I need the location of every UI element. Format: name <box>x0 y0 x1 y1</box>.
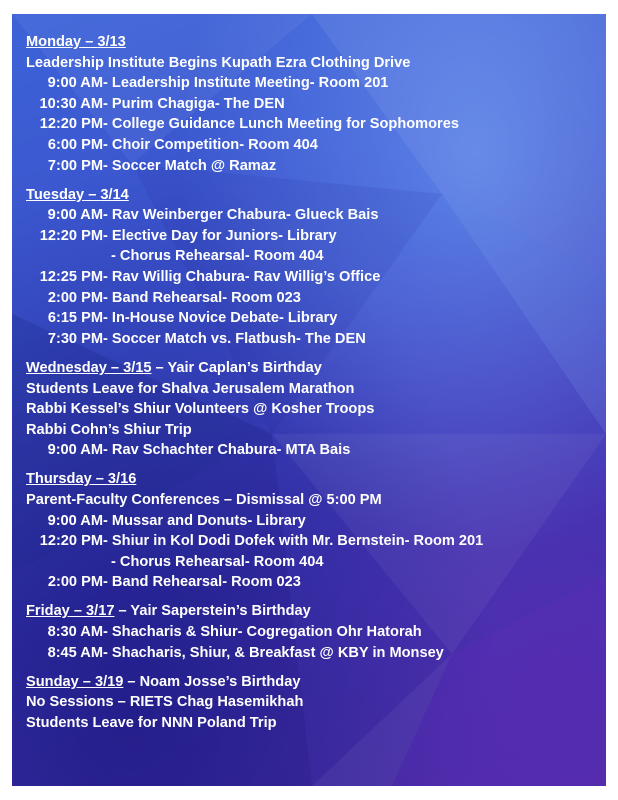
event-description: - Shiur in Kol Dodi Dofek with Mr. Bernstein- Room 201 <box>103 533 484 550</box>
day-title <box>26 471 136 487</box>
event-description: - In-House Novice Debate- Library <box>103 310 338 327</box>
day-announcement: Parent-Faculty Conferences – Dismissal @ 5:00 PM <box>26 491 382 508</box>
day-announcement: Leadership Institute Begins Kupath Ezra Clothing Drive <box>26 54 411 71</box>
day-section-tuesday <box>26 185 596 350</box>
event-row <box>26 440 596 461</box>
day-section-thursday <box>26 469 596 593</box>
event-description: - Chorus Rehearsal- Room 404 <box>111 248 324 265</box>
event-time: 7:30 PM <box>47 330 103 347</box>
day-title <box>26 674 123 690</box>
event-time: 9:00 AM <box>47 207 103 224</box>
event-description: - Band Rehearsal- Room 023 <box>103 289 301 306</box>
event-row <box>26 622 596 643</box>
event-time: 12:25 PM <box>39 269 103 286</box>
day-title <box>26 34 126 50</box>
event-description: - Rav Willig Chabura- Rav Willig’s Office <box>103 269 381 286</box>
event-description: - Elective Day for Juniors- Library <box>103 227 337 244</box>
event-time: 7:00 PM <box>47 157 103 174</box>
day-announcement: Students Leave for Shalva Jerusalem Marathon <box>26 380 355 397</box>
day-section-monday <box>26 32 596 176</box>
day-title <box>26 360 151 376</box>
day-section-sunday <box>26 672 596 734</box>
event-row <box>26 572 596 593</box>
event-row <box>26 308 596 329</box>
event-description: - Purim Chagiga- The DEN <box>103 95 285 112</box>
day-section-friday <box>26 601 596 663</box>
event-row <box>26 135 596 156</box>
event-time: 2:00 PM <box>47 289 103 306</box>
event-time: 9:00 AM <box>47 75 103 92</box>
event-description: - Soccer Match vs. Flatbush- The DEN <box>103 330 366 347</box>
day-name-text: Friday <box>26 603 70 620</box>
day-name-text: Wednesday <box>26 359 107 376</box>
day-separator: – <box>81 34 98 50</box>
schedule-poster <box>12 14 606 786</box>
event-time: 10:30 AM <box>39 95 103 112</box>
event-time: 9:00 AM <box>47 442 103 459</box>
event-row <box>26 531 596 552</box>
day-header <box>26 185 596 206</box>
event-row <box>26 267 596 288</box>
event-description: - Chorus Rehearsal- Room 404 <box>111 553 324 570</box>
event-time: 12:20 PM <box>39 116 103 133</box>
schedule-list <box>26 32 596 742</box>
event-description: - Rav Weinberger Chabura- Glueck Bais <box>103 207 379 224</box>
event-description: - Leadership Institute Meeting- Room 201 <box>103 75 389 92</box>
event-description: - Shacharis & Shiur- Cogregation Ohr Hatorah <box>103 624 422 641</box>
event-row <box>26 94 596 115</box>
event-time: 6:15 PM <box>47 310 103 327</box>
day-announcement: Students Leave for NNN Poland Trip <box>26 714 277 731</box>
day-title <box>26 603 114 619</box>
event-time: 8:45 AM <box>47 644 103 661</box>
day-separator: – <box>84 186 101 203</box>
event-description: - Mussar and Donuts- Library <box>103 512 306 529</box>
day-separator: – <box>106 359 124 376</box>
day-header <box>26 358 596 379</box>
event-row <box>26 643 596 664</box>
day-header <box>26 601 596 622</box>
event-description: - Rav Schachter Chabura- MTA Bais <box>103 442 351 459</box>
day-note: – Yair Saperstein’s Birthday <box>114 603 311 620</box>
event-time: 6:00 PM <box>47 136 103 153</box>
event-time: 2:00 PM <box>47 574 103 591</box>
day-separator: – <box>78 673 95 690</box>
event-time: 8:30 AM <box>47 624 103 641</box>
event-row <box>26 552 596 573</box>
event-description: - College Guidance Lunch Meeting for Sophomores <box>103 116 459 133</box>
day-note: – Noam Josse’s Birthday <box>123 673 301 690</box>
day-date: 3/17 <box>86 603 115 620</box>
event-row <box>26 205 596 226</box>
event-row <box>26 73 596 94</box>
day-date: 3/19 <box>94 673 124 690</box>
day-announcement: No Sessions – RIETS Chag Hasemikhah <box>26 694 304 711</box>
day-date: 3/15 <box>123 359 152 376</box>
day-header <box>26 32 596 53</box>
day-name-text: Monday <box>26 34 82 50</box>
day-header <box>26 469 596 490</box>
event-description: - Soccer Match @ Ramaz <box>103 157 277 174</box>
day-name-text: Sunday <box>26 673 79 690</box>
event-time: 12:20 PM <box>39 227 103 244</box>
event-row <box>26 288 596 309</box>
day-date: 3/13 <box>97 34 126 50</box>
day-section-wednesday <box>26 358 596 461</box>
event-description: - Shacharis, Shiur, & Breakfast @ KBY in Monsey <box>103 644 444 661</box>
event-description: - Band Rehearsal- Room 023 <box>103 574 301 591</box>
day-separator: – <box>91 471 108 488</box>
day-separator: – <box>69 603 87 620</box>
event-row <box>26 329 596 350</box>
event-time: 9:00 AM <box>47 512 103 529</box>
event-row <box>26 114 596 135</box>
event-description: - Choir Competition- Room 404 <box>103 136 318 153</box>
event-row <box>26 246 596 267</box>
day-name-text: Thursday <box>26 471 92 488</box>
event-row <box>26 226 596 247</box>
day-title <box>26 187 129 203</box>
day-announcement: Rabbi Cohn’s Shiur Trip <box>26 421 192 438</box>
day-announcement: Rabbi Kessel’s Shiur Volunteers @ Kosher Troops <box>26 401 375 418</box>
event-row <box>26 511 596 532</box>
day-note: – Yair Caplan’s Birthday <box>151 359 322 376</box>
event-time: 12:20 PM <box>39 533 103 550</box>
day-name-text: Tuesday <box>26 186 85 203</box>
day-header <box>26 672 596 693</box>
event-row <box>26 156 596 177</box>
day-date: 3/14 <box>100 186 129 203</box>
day-date: 3/16 <box>107 471 137 488</box>
